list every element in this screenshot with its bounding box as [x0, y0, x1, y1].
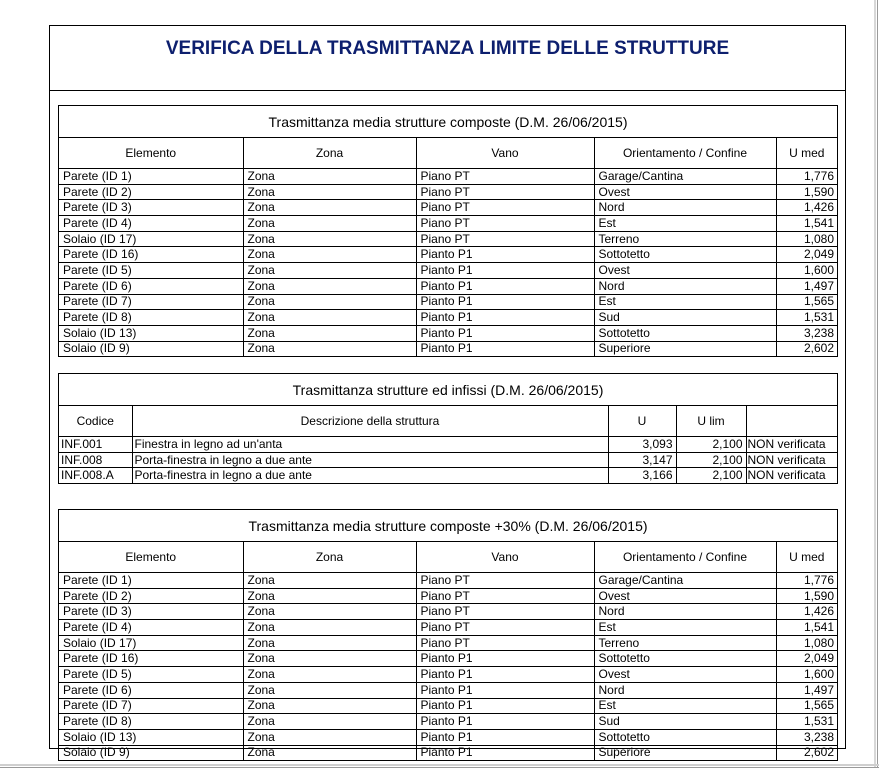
table-row [59, 667, 837, 683]
table-cell: 3,147 [608, 452, 676, 468]
table-row [59, 310, 837, 326]
table-cell: Solaio (ID 17) [59, 635, 243, 651]
window-transmittance-table [59, 406, 837, 483]
table-cell: 2,602 [803, 341, 834, 356]
table-cell: Piano PT [416, 184, 594, 200]
panel-title: Trasmittanza media strutture composte +30% (D.M. 26/06/2015) [59, 510, 837, 542]
panel-window-transmittance [58, 373, 838, 484]
table-cell: 2,100 [676, 452, 746, 468]
table-cell: Pianto P1 [416, 682, 594, 698]
table-cell: Parete (ID 5) [59, 667, 243, 683]
table-row [59, 604, 837, 620]
table-cell: Zona [243, 231, 416, 247]
table-cell: Est [594, 620, 776, 636]
window-edge-right [874, 0, 876, 768]
table-cell: 2,049 [776, 247, 837, 263]
table-cell: Zona [243, 169, 416, 185]
table-cell: 1,541 [776, 216, 837, 232]
table-cell: Est [594, 216, 776, 232]
table-cell: Terreno [594, 231, 776, 247]
table-cell: Piano PT [416, 620, 594, 636]
table-cell: Nord [594, 278, 776, 294]
table-cell: Zona [243, 588, 416, 604]
table-cell: 1,531 [776, 310, 837, 326]
report-page [49, 25, 846, 760]
table-row [59, 247, 837, 263]
table-cell: Pianto P1 [416, 667, 594, 683]
table-cell: INF.008 [59, 452, 132, 468]
table-row [59, 651, 837, 667]
table-cell: Zona [243, 682, 416, 698]
table-cell: Sottotetto [594, 651, 776, 667]
column-header: Elemento [59, 138, 243, 169]
table-cell: 1,565 [776, 698, 837, 714]
table-cell: Pianto P1 [416, 341, 594, 356]
table-cell: Finestra in legno ad un'anta [132, 437, 608, 453]
table-cell: 1,776 [776, 169, 837, 185]
table-cell: Sud [594, 310, 776, 326]
column-header: Zona [243, 542, 416, 573]
table-cell: 1,541 [776, 620, 837, 636]
table-cell: Zona [243, 620, 416, 636]
table-row [59, 714, 837, 730]
table-cell: NON verificata [746, 452, 837, 468]
column-header [746, 406, 837, 437]
table-cell: Solaio (ID 9) [59, 745, 243, 760]
table-cell: Piano PT [416, 231, 594, 247]
table-row [59, 341, 837, 356]
table-cell: 1,590 [776, 588, 837, 604]
table-cell: Solaio (ID 13) [59, 325, 243, 341]
table-cell: Est [594, 698, 776, 714]
table-cell: Solaio (ID 17) [59, 231, 243, 247]
table-cell: Parete (ID 3) [59, 604, 243, 620]
table-cell: Pianto P1 [416, 729, 594, 745]
table-cell: Pianto P1 [416, 247, 594, 263]
table-cell: Pianto P1 [416, 278, 594, 294]
table-cell: Piano PT [416, 573, 594, 589]
table-cell: Parete (ID 4) [59, 620, 243, 636]
page-title: VERIFICA DELLA TRASMITTANZA LIMITE DELLE STRUTTURE [165, 38, 730, 59]
table-row [59, 468, 837, 483]
table-row [59, 325, 837, 341]
table-row [59, 635, 837, 651]
table-cell: Zona [243, 310, 416, 326]
table-cell: Zona [243, 573, 416, 589]
table-cell: Zona [243, 604, 416, 620]
table-cell: Parete (ID 4) [59, 216, 243, 232]
table-cell: 2,602 [803, 745, 834, 760]
table-cell: Piano PT [416, 604, 594, 620]
table-cell: NON verificata [746, 437, 837, 453]
table-cell: Zona [243, 325, 416, 341]
table-cell: Piano PT [416, 635, 594, 651]
table-cell: Pianto P1 [416, 294, 594, 310]
column-header: Zona [243, 138, 416, 169]
table-cell: Zona [243, 341, 416, 356]
table-cell: Piano PT [416, 588, 594, 604]
table-header-row [59, 138, 837, 169]
table-row [59, 729, 837, 745]
table-cell: Sottotetto [594, 325, 776, 341]
table-cell: Nord [594, 604, 776, 620]
table-cell: Piano PT [416, 200, 594, 216]
table-body [59, 437, 837, 484]
table-cell: Parete (ID 7) [59, 294, 243, 310]
table-cell: Pianto P1 [416, 310, 594, 326]
table-row [59, 200, 837, 216]
table-row [59, 588, 837, 604]
table-cell: Pianto P1 [416, 325, 594, 341]
table-cell: Zona [243, 200, 416, 216]
table-cell: Zona [243, 247, 416, 263]
table-cell: Parete (ID 5) [59, 263, 243, 279]
table-cell: Ovest [594, 667, 776, 683]
table-cell: Porta-finestra in legno a due ante [132, 468, 608, 483]
panel-title: Trasmittanza strutture ed infissi (D.M. 26/06/2015) [59, 374, 837, 406]
table-cell: Parete (ID 6) [59, 278, 243, 294]
table-body [59, 573, 837, 761]
table-cell: 1,080 [776, 635, 837, 651]
table-cell: NON verificata [747, 468, 826, 483]
table-row [59, 620, 837, 636]
table-cell: Zona [243, 714, 416, 730]
table-cell: 1,426 [776, 200, 837, 216]
table-row [59, 278, 837, 294]
column-header: Elemento [59, 542, 243, 573]
table-cell: Porta-finestra in legno a due ante [132, 452, 608, 468]
table-cell: Pianto P1 [416, 714, 594, 730]
table-cell: Parete (ID 16) [59, 247, 243, 263]
table-row [59, 231, 837, 247]
table-cell: Zona [243, 729, 416, 745]
table-cell: Zona [243, 667, 416, 683]
table-cell: Ovest [594, 184, 776, 200]
table-cell: Zona [243, 635, 416, 651]
table-cell: 1,600 [776, 263, 837, 279]
table-row [59, 745, 837, 760]
table-cell: Parete (ID 8) [59, 310, 243, 326]
table-cell: Parete (ID 1) [59, 573, 243, 589]
table-cell: Nord [594, 200, 776, 216]
table-row [59, 169, 837, 185]
table-cell: 3,238 [776, 729, 837, 745]
table-row [59, 263, 837, 279]
table-cell: Sud [594, 714, 776, 730]
table-cell: Zona [243, 294, 416, 310]
table-cell: Nord [594, 682, 776, 698]
table-cell: Pianto P1 [416, 263, 594, 279]
panel-title: Trasmittanza media strutture composte (D.M. 26/06/2015) [59, 106, 837, 138]
column-header: Vano [416, 542, 594, 573]
table-cell: Pianto P1 [416, 651, 594, 667]
table-cell: Zona [243, 184, 416, 200]
column-header: U [608, 406, 676, 437]
table-cell: Garage/Cantina [594, 169, 776, 185]
table-cell: Sottotetto [594, 247, 776, 263]
table-header-row [59, 406, 837, 437]
column-header: Orientamento / Confine [594, 138, 776, 169]
composite-transmittance-table [59, 138, 837, 356]
table-cell: Parete (ID 7) [59, 698, 243, 714]
table-cell: INF.001 [59, 437, 132, 453]
table-cell: 2,049 [776, 651, 837, 667]
table-cell: Superiore [594, 341, 776, 356]
table-cell: Ovest [594, 263, 776, 279]
table-cell: Piano PT [416, 169, 594, 185]
window-edge-right-line [877, 0, 878, 768]
table-cell: 1,565 [776, 294, 837, 310]
composite-transmittance-30-table [59, 542, 837, 760]
table-cell: Superiore [594, 745, 776, 760]
table-cell: Garage/Cantina [594, 573, 776, 589]
table-cell: Parete (ID 2) [59, 184, 243, 200]
table-cell: Parete (ID 6) [59, 682, 243, 698]
table-cell: 1,426 [776, 604, 837, 620]
table-cell: 1,497 [776, 682, 837, 698]
table-cell: Sottotetto [594, 729, 776, 745]
table-cell: 1,531 [776, 714, 837, 730]
table-cell: Parete (ID 8) [59, 714, 243, 730]
table-cell: Solaio (ID 13) [59, 729, 243, 745]
table-cell: 1,600 [776, 667, 837, 683]
table-cell: Zona [243, 263, 416, 279]
table-cell: Solaio (ID 9) [59, 341, 243, 356]
table-cell: Piano PT [416, 216, 594, 232]
table-header-row [59, 542, 837, 573]
table-body [59, 169, 837, 357]
table-cell: 3,238 [776, 325, 837, 341]
table-cell: Zona [243, 745, 416, 760]
table-cell: INF.008.A [59, 468, 132, 483]
table-row [59, 698, 837, 714]
table-cell: Pianto P1 [416, 745, 594, 760]
table-cell: Parete (ID 16) [59, 651, 243, 667]
table-cell: Zona [243, 216, 416, 232]
table-cell: 1,497 [776, 278, 837, 294]
column-header: U lim [676, 406, 746, 437]
table-cell: Zona [243, 278, 416, 294]
column-header: Vano [416, 138, 594, 169]
table-cell: 1,776 [776, 573, 837, 589]
column-header: Codice [59, 406, 132, 437]
table-cell: 3,166 [608, 468, 676, 483]
table-cell: Parete (ID 2) [59, 588, 243, 604]
table-cell: Parete (ID 1) [59, 169, 243, 185]
column-header: U med [776, 542, 837, 573]
table-row [59, 437, 837, 453]
table-cell: 3,093 [608, 437, 676, 453]
table-cell: 2,100 [676, 437, 746, 453]
table-cell: 2,100 [676, 468, 746, 483]
column-header: Descrizione della struttura [132, 406, 608, 437]
table-cell: Pianto P1 [416, 698, 594, 714]
panel-composite-transmittance-30 [58, 509, 838, 761]
table-cell: Parete (ID 3) [59, 200, 243, 216]
table-row [59, 184, 837, 200]
table-row [59, 452, 837, 468]
table-cell: Est [594, 294, 776, 310]
table-cell: 1,080 [776, 231, 837, 247]
table-row [59, 573, 837, 589]
table-cell: Zona [243, 651, 416, 667]
column-header: U med [776, 138, 837, 169]
table-row [59, 216, 837, 232]
panel-composite-transmittance [58, 105, 838, 357]
table-cell: Ovest [594, 588, 776, 604]
table-row [59, 294, 837, 310]
table-cell: Terreno [594, 635, 776, 651]
title-band [50, 26, 845, 91]
table-cell: 1,590 [776, 184, 837, 200]
window-edge-bottom [0, 764, 879, 766]
table-cell: Zona [243, 698, 416, 714]
column-header: Orientamento / Confine [594, 542, 776, 573]
table-row [59, 682, 837, 698]
